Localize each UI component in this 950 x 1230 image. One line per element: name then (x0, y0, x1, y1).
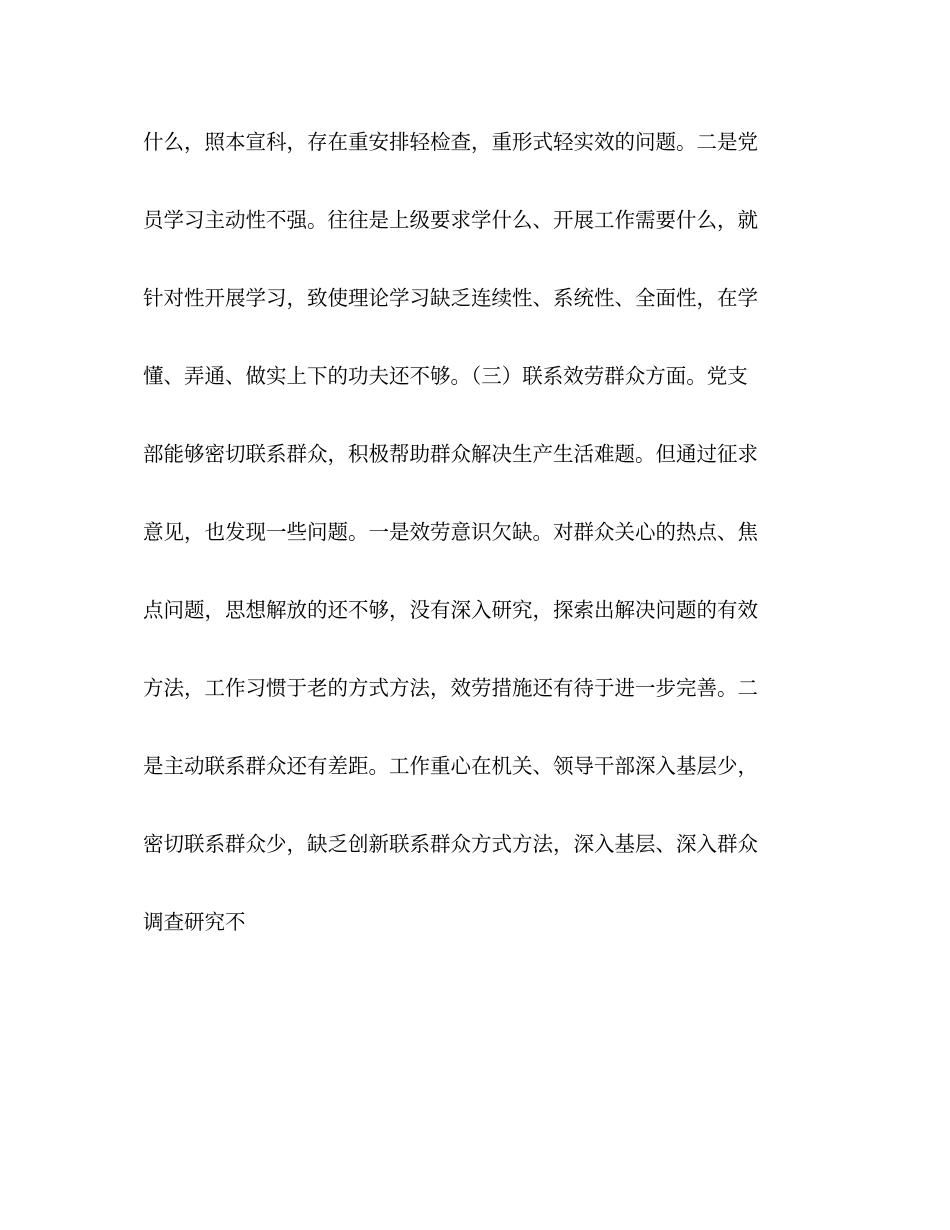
text-line: 密切联系群众少，缺乏创新联系群众方式方法，深入基层、深入群众 (143, 832, 758, 856)
text-line: 部能够密切联系群众，积极帮助群众解决生产生活难题。但通过征求 (143, 442, 758, 466)
text-line: 员学习主动性不强。往往是上级要求学什么、开展工作需要什么，就 (143, 208, 758, 232)
text-line: 针对性开展学习，致使理论学习缺乏连续性、系统性、全面性，在学 (143, 286, 758, 310)
body-text (143, 122, 808, 980)
text-line: 调查研究不 (143, 910, 246, 934)
text-line: 什么，照本宣科，存在重安排轻检查，重形式轻实效的问题。二是党 (143, 130, 758, 154)
text-line: 懂、弄通、做实上下的功夫还不够。（三）联系效劳群众方面。党支 (143, 364, 748, 388)
text-line: 是主动联系群众还有差距。工作重心在机关、领导干部深入基层少， (143, 754, 758, 778)
text-line: 点问题，思想解放的还不够，没有深入研究，探索出解决问题的有效 (143, 598, 758, 622)
text-line: 意见，也发现一些问题。一是效劳意识欠缺。对群众关心的热点、焦 (143, 520, 758, 544)
text-line: 方法，工作习惯于老的方式方法，效劳措施还有待于进一步完善。二 (143, 676, 758, 700)
